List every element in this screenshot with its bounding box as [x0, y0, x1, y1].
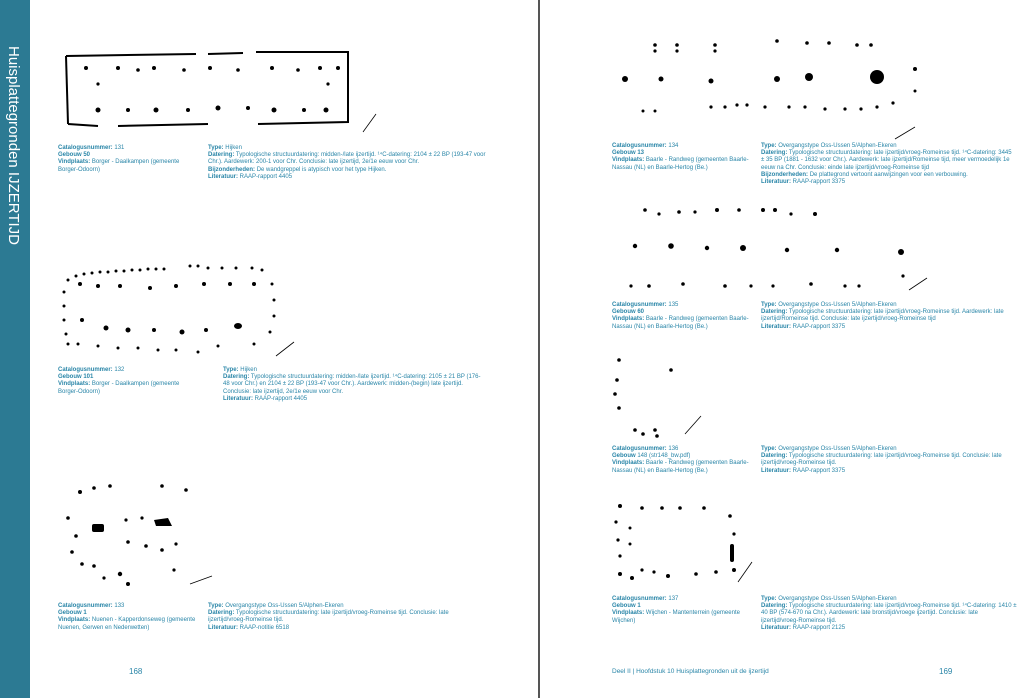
catalog-entry-135 — [612, 302, 1012, 336]
site-value: Borger - Daalkampen (gemeente Borger-Odoorn) — [58, 159, 180, 173]
building-number: 148 (str148_bw.pdf) — [637, 453, 691, 460]
house-plan-132 — [58, 260, 298, 360]
type-value: Overgangstype Oss-Ussen 5/Alphen-Ekeren — [778, 302, 897, 308]
house-plan-136 — [605, 350, 715, 442]
type-label: Type: — [208, 603, 224, 609]
catalog-entry-134 — [612, 143, 1012, 191]
type-value: Overgangstype Oss-Ussen 5/Alphen-Ekeren — [225, 603, 344, 609]
building-number: 13 — [637, 150, 645, 157]
dating-label: Datering: — [208, 152, 235, 159]
house-plan-137 — [610, 500, 760, 588]
particulars-label: Bijzonderheden: — [208, 166, 256, 173]
dating-value: Typologische structuurdatering: midden-/late ijzertijd. ¹⁴C-datering: 2105 ± 21 BP (176-48 voor Chr.) en 2104 ± 22 BP (193-47 voor Chr.). Aardewerk: midden-(begin) late ijzertijd. Conclusie: late ijzertijd, 2e/1e eeuw voor Chr. — [223, 374, 481, 395]
literature-label: Literatuur: — [761, 624, 791, 631]
house-plan-135 — [615, 200, 935, 295]
literature-value: RAAP-rapport 3375 — [792, 467, 846, 474]
house-plan-133 — [58, 480, 218, 590]
type-value: Overgangstype Oss-Ussen 5/Alphen-Ekeren — [778, 446, 897, 452]
literature-label: Literatuur: — [208, 173, 238, 180]
literature-label: Literatuur: — [761, 323, 791, 330]
catalog-number-label: Catalogusnummer: — [612, 143, 667, 149]
building-number: 1 — [83, 610, 87, 617]
catalog-number-label: Catalogusnummer: — [612, 302, 667, 308]
building-label: Gebouw — [612, 309, 636, 316]
dating-value: Typologische structuurdatering: late ijzertijd/vroeg-Romeinse tijd. Aardewerk: late ijzertijd/Romeinse tijd. Conclusie: late ijzertijd/vroeg-Romeinse tijd — [761, 309, 1004, 323]
catalog-number-label: Catalogusnummer: — [58, 367, 113, 373]
type-label: Type: — [761, 143, 777, 149]
site-value: Borger - Daalkampen (gemeente Borger-Odoorn) — [58, 381, 180, 395]
site-label: Vindplaats: — [612, 460, 645, 467]
catalog-number: 137 — [668, 596, 679, 602]
type-value: Hijken — [225, 145, 242, 151]
site-label: Vindplaats: — [58, 617, 91, 624]
chapter-spine — [0, 0, 30, 698]
literature-label: Literatuur: — [761, 467, 791, 474]
page-number-right: 169 — [939, 667, 953, 676]
catalog-entry-133 — [58, 603, 498, 643]
catalog-number: 136 — [668, 446, 679, 452]
catalog-entry-132 — [58, 367, 498, 409]
catalog-number-label: Catalogusnummer: — [58, 603, 113, 609]
dating-label: Datering: — [761, 309, 788, 316]
building-label: Gebouw — [58, 610, 82, 617]
site-value: Baarle - Randweg (gemeenten Baarle-Nassau (NL) en Baarle-Hertog (Be.) — [612, 316, 749, 330]
particulars-value: De plattegrond vertoont aanwijzingen voor een verbouwing. — [809, 171, 968, 178]
particulars-label: Bijzonderheden: — [761, 171, 809, 178]
site-value: Nuenen - Kapperdonseweg (gemeente Nuenen, Gerwen en Nederwetten) — [58, 617, 196, 631]
site-label: Vindplaats: — [612, 316, 645, 323]
dating-label: Datering: — [761, 603, 788, 610]
type-value: Overgangstype Oss-Ussen 5/Alphen-Ekeren — [778, 596, 897, 602]
building-label: Gebouw — [612, 150, 636, 157]
running-footer: Deel II | Hoofdstuk 10 Huisplattegronden uit de ijzertijd — [612, 668, 769, 675]
catalog-number: 134 — [668, 143, 679, 149]
type-label: Type: — [761, 446, 777, 452]
particulars-value: De wandgreppel is atypisch voor het type Hijken. — [256, 166, 387, 173]
literature-label: Literatuur: — [761, 179, 791, 186]
dating-value: Typologische structuurdatering: late ijzertijd/vroeg-Romeinse tijd. Conclusie: late ijzertijd/vroeg-Romeinse tijd. — [208, 610, 449, 624]
building-number: 1 — [637, 603, 641, 610]
catalog-entry-131 — [58, 145, 498, 191]
dating-label: Datering: — [208, 610, 235, 617]
catalog-entry-137 — [612, 596, 1017, 636]
catalog-number-label: Catalogusnummer: — [58, 145, 113, 151]
house-plan-134 — [615, 35, 935, 145]
dating-value: Typologische structuurdatering: late ijzertijd/vroeg-Romeinse tijd. Conclusie: late ijzertijd/vroeg-Romeinse tijd. — [761, 453, 1002, 467]
catalog-number: 133 — [114, 603, 125, 609]
literature-value: RAAP-rapport 3375 — [792, 179, 846, 186]
literature-label: Literatuur: — [208, 624, 238, 631]
building-label: Gebouw — [58, 374, 82, 381]
house-plan-131 — [58, 44, 388, 140]
type-label: Type: — [761, 302, 777, 308]
type-label: Type: — [208, 145, 224, 151]
dating-value: Typologische structuurdatering: midden-/late ijzertijd. ¹⁴C-datering: 2104 ± 22 BP (193-47 voor Chr.). Aardewerk: 200-1 voor Chr. Conclusie: late ijzertijd, 2e/1e eeuw voor Chr. — [208, 152, 486, 166]
site-value: Baarle - Randweg (gemeenten Baarle-Nassau (NL) en Baarle-Hertog (Be.) — [612, 157, 749, 171]
type-label: Type: — [761, 596, 777, 602]
literature-value: RAAP-rapport 4405 — [254, 395, 308, 402]
building-number: 101 — [83, 374, 94, 381]
spine-title: Huisplattegronden IJZERTIJD — [5, 46, 22, 245]
catalog-number-label: Catalogusnummer: — [612, 446, 667, 452]
literature-value: RAAP-rapport 2125 — [792, 624, 846, 631]
page-number-left: 168 — [129, 667, 143, 676]
dating-label: Datering: — [223, 374, 250, 381]
literature-label: Literatuur: — [223, 395, 253, 402]
literature-value: RAAP-rapport 3375 — [792, 323, 846, 330]
building-label: Gebouw — [612, 603, 636, 610]
building-number: 50 — [83, 152, 91, 159]
site-label: Vindplaats: — [612, 157, 645, 164]
building-label: Gebouw — [612, 453, 636, 460]
literature-value: RAAP-rapport 4405 — [239, 173, 293, 180]
building-number: 60 — [637, 309, 645, 316]
catalog-number-label: Catalogusnummer: — [612, 596, 667, 602]
catalog-number: 131 — [114, 145, 125, 151]
site-label: Vindplaats: — [58, 381, 91, 388]
dating-label: Datering: — [761, 150, 788, 157]
type-label: Type: — [223, 367, 239, 373]
catalog-number: 132 — [114, 367, 125, 373]
site-label: Vindplaats: — [58, 159, 91, 166]
site-value: Baarle - Randweg (gemeenten Baarle-Nassau (NL) en Baarle-Hertog (Be.) — [612, 460, 749, 474]
literature-value: RAAP-notitie 6518 — [239, 624, 290, 631]
building-label: Gebouw — [58, 152, 82, 159]
type-value: Overgangstype Oss-Ussen 5/Alphen-Ekeren — [778, 143, 897, 149]
dating-value: Typologische structuurdatering: late ijzertijd/vroeg-Romeinse tijd. ¹⁴C-datering: 3445 ± 35 BP (1881 - 1632 voor Chr.). Aardewerk: late ijzertijd/Romeinse tijd, meer vermoedelijk 1e eeuw na Chr. Conclusie: einde late ijzertijd/vroeg-Romeinse tijd — [761, 150, 1012, 171]
type-value: Hijken — [240, 367, 257, 373]
site-value: Wijchen - Mantenterrein (gemeente Wijchen) — [612, 610, 740, 624]
dating-value: Typologische structuurdatering: late ijzertijd/vroeg-Romeinse tijd. ¹⁴C-datering: 1410 ± 40 BP (574-670 na Chr.). Aardewerk: late bronstijd/vroege ijzertijd. Conclusie: late ijzertijd/vroeg-Romeinse tijd. — [761, 603, 1017, 624]
catalog-number: 135 — [668, 302, 679, 308]
site-label: Vindplaats: — [612, 610, 645, 617]
catalog-entry-136 — [612, 446, 1012, 480]
dating-label: Datering: — [761, 453, 788, 460]
